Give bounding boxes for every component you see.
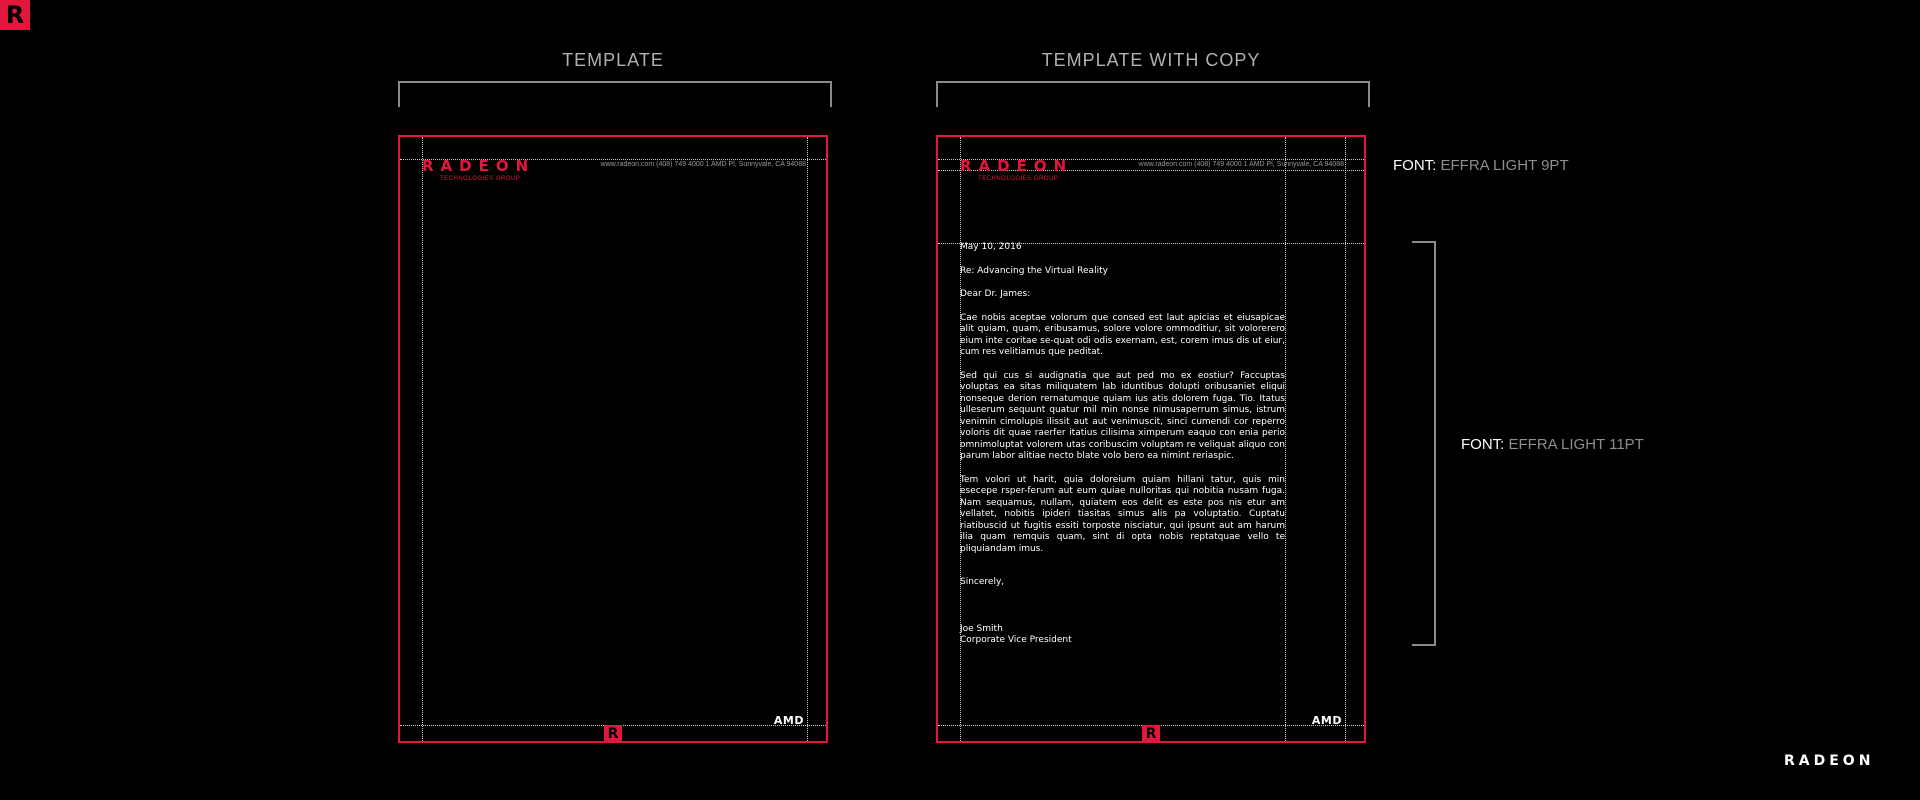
letter-paragraph-2: Sed qui cus si audignatia que aut ped mo ex eostiur? Faccuptas voluptas ea sitas miliquatem lab iduntibus dolupti oribusaniet eliqui nonseque derion rernatumque quiam ius atis dolorem fuga. Tio. Itatus ulleserum sequunt quatur mil min nonse nimusaperrum simus, istrum venimin cimolupis ilissit aut aut venimuscit, sinci cumendi cor reperro voloris dit quae raerfer itatius cilisima ximperum eaquo con enia perio omnimoluptat volorem utas coribuscim voluptam re veliquat aliquo con parum labor alitiae necto blate volo bero ea nimint reriaspic. — [960, 370, 1285, 461]
footer-radeon-logo — [1142, 725, 1160, 743]
guide-text-column — [1285, 137, 1286, 741]
contact-line: www.radeon.com (408) 749 4000 1 AMD Pl, Sunnyvale, CA 94088 — [1138, 161, 1344, 168]
template-copy-bracket — [936, 81, 1370, 107]
brand-wordmark: RADEON — [422, 157, 536, 175]
template-page — [398, 135, 828, 743]
letter-body — [960, 242, 1285, 647]
footer-logo-letter: R — [1145, 726, 1157, 742]
template-heading: TEMPLATE — [562, 50, 664, 70]
brand-wordmark: RADEON — [960, 157, 1074, 175]
template-copy-heading: TEMPLATE WITH COPY — [1041, 50, 1261, 70]
body-font-bracket — [1412, 241, 1436, 646]
guide-right-margin — [1345, 137, 1346, 741]
guide-right-margin — [807, 137, 808, 741]
letter-date: May 10, 2016 — [960, 242, 1022, 252]
letter-paragraph-3: Tem volori ut harit, quia doloreium quiam hillani tatur, quis min esecepe rsper-ferum aut eum quiae nulloritas qui nobitia nusam fuga. Nam sequamus, nullam, quiatem eos delit es este pos nis etur am vellatet, nobitis ipideri tiasitas simus alis pa voluptatio. Cuptatu riatibuscid ut fugitis essiti torposte nisciatur, qui ipsunt aut am harum ilia quam remquis quam, sint di opta nobis reptatquae vello te pliquiandam imus. — [960, 474, 1285, 554]
amd-logo: AMD — [773, 714, 804, 727]
template-copy-page — [936, 135, 1366, 743]
letter-subject: Re: Advancing the Virtual Reality — [960, 265, 1108, 276]
signer-name: Joe Smith — [960, 623, 1003, 634]
font-header-value: EFFRA LIGHT 9PT — [1440, 157, 1569, 174]
footer-logo-letter: R — [607, 726, 619, 742]
corner-logo-letter: R — [5, 1, 25, 29]
signer-title: Corporate Vice President — [960, 635, 1072, 645]
letter-paragraph-1: Cae nobis aceptae volorum que consed est laut apicias et eiusapicae alit quiam, quam, eribusamus, solore volore ommoditiur, sit volorerero eium inte coritae se-quat odi odis exernam, est, corem imus dis ut eiur, cum res velitiamus que peditat. — [960, 312, 1285, 357]
font-body-label — [1461, 436, 1644, 453]
letter-salutation: Dear Dr. James: — [960, 289, 1031, 299]
guide-left-margin — [422, 137, 423, 741]
footer-radeon-wordmark: RADEON — [1784, 753, 1875, 769]
font-header-label — [1393, 157, 1569, 174]
footer-radeon-logo — [604, 725, 622, 743]
corner-radeon-logo — [0, 0, 30, 30]
template-bracket — [398, 81, 832, 107]
amd-logo: AMD — [1311, 714, 1342, 727]
letter-closing: Sincerely, — [960, 577, 1005, 587]
contact-line: www.radeon.com (408) 749 4000 1 AMD Pl, Sunnyvale, CA 94088 — [600, 161, 806, 168]
font-body-key: FONT: — [1461, 436, 1505, 453]
font-header-key: FONT: — [1393, 157, 1437, 174]
font-body-value: EFFRA LIGHT 11PT — [1508, 436, 1644, 453]
brand-subtitle: TECHNOLOGIES GROUP — [440, 176, 521, 182]
brand-subtitle: TECHNOLOGIES GROUP — [978, 176, 1059, 182]
